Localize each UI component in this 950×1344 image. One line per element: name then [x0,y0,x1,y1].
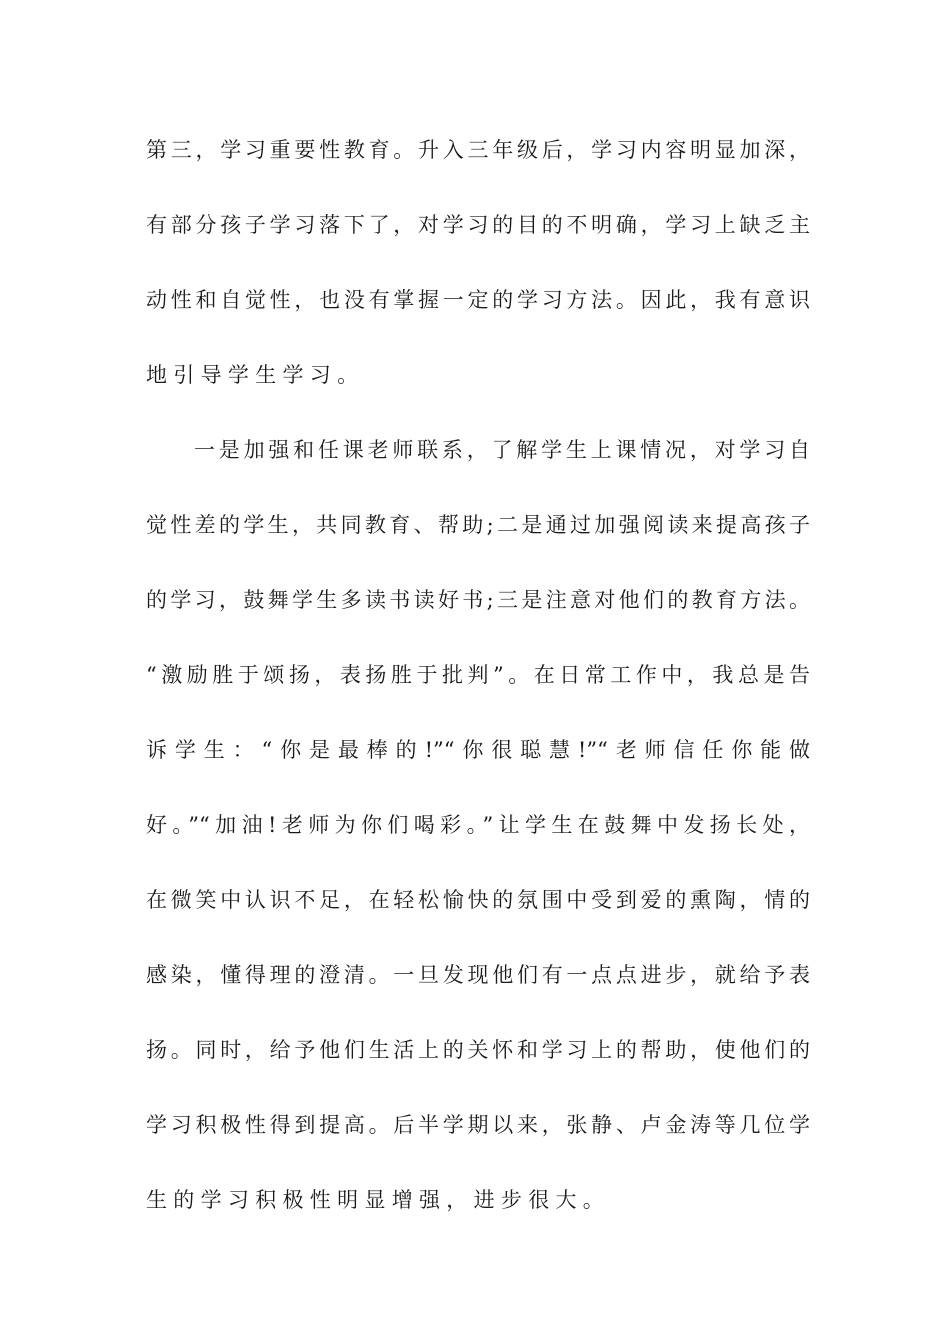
paragraph-2-line-1: 一是加强和任课老师联系，了解学生上课情况，对学习自 [194,438,810,462]
paragraph-2-line-10: 学习积极性得到提高。后半学期以来，张静、卢金涛等几位学 [146,1113,810,1137]
paragraph-1-line-4: 地引导学生学习。 [146,363,365,387]
paragraph-2-line-5: 诉学生：“你是最棒的!”“你很聪慧!”“老师信任你能做 [146,738,810,762]
paragraph-2-line-9: 扬。同时，给予他们生活上的关怀和学习上的帮助，使他们的 [146,1038,810,1062]
paragraph-2-line-2: 觉性差的学生，共同教育、帮助;二是通过加强阅读来提高孩子 [146,513,810,537]
paragraph-2-line-3: 的学习，鼓舞学生多读书读好书;三是注意对他们的教育方法。 [146,588,810,612]
paragraph-1-line-3: 动性和自觉性，也没有掌握一定的学习方法。因此，我有意识 [146,288,810,312]
paragraph-2-line-6: 好。”“加油!老师为你们喝彩。”让学生在鼓舞中发扬长处， [146,813,810,837]
paragraph-1-line-1: 第三，学习重要性教育。升入三年级后，学习内容明显加深， [146,138,810,162]
paragraph-2-line-11: 生的学习积极性明显增强，进步很大。 [146,1188,611,1212]
paragraph-2-line-8: 感染，懂得理的澄清。一旦发现他们有一点点进步，就给予表 [146,963,810,987]
paragraph-2-line-4: “激励胜于颂扬，表扬胜于批判”。在日常工作中，我总是告 [146,663,810,687]
paragraph-1-line-2: 有部分孩子学习落下了，对学习的目的不明确，学习上缺乏主 [146,213,810,237]
paragraph-2-line-7: 在微笑中认识不足，在轻松愉快的氛围中受到爱的熏陶，情的 [146,888,810,912]
